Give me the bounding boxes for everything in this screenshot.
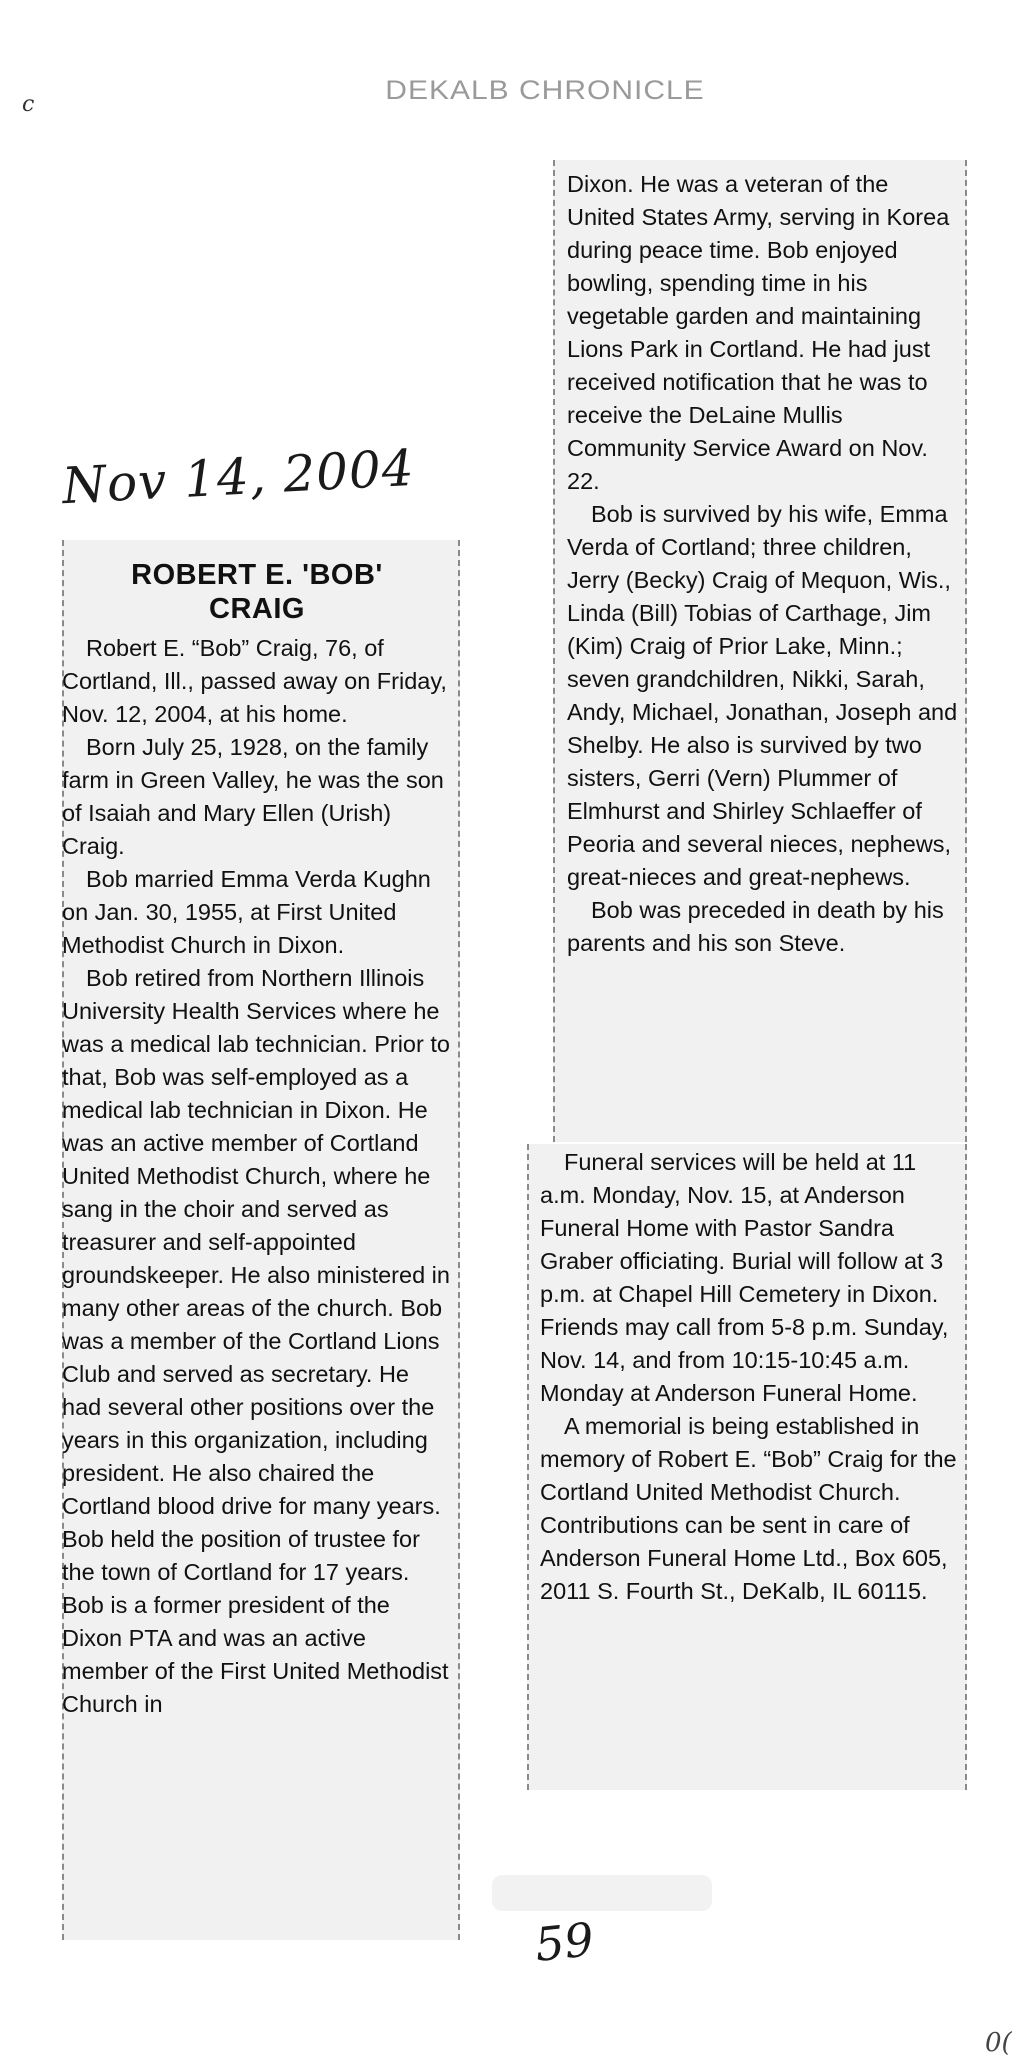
masthead: DEKALB CHRONICLE (385, 75, 705, 106)
handwritten-date: Nov 14, 2004 (60, 438, 416, 516)
paragraph: Robert E. “Bob” Craig, 76, of Cortland, Ill., passed away on Friday, Nov. 12, 2004, at his home. (62, 635, 447, 727)
obituary-left-column (62, 559, 452, 1721)
headline-line-1: ROBERT E. 'BOB' (131, 559, 383, 591)
paragraph: Bob is survived by his wife, Emma Verda of Cortland; three children, Jerry (Becky) Craig of Mequon, Wis., Linda (Bill) Tobias of Carthage, Jim (Kim) Craig of Prior Lake, Minn.; seven grandchildren, Nikki, Sarah, Andy, Michael, Jonathan, Joseph and Shelby. He also is survived by two sisters, Gerri (Vern) Plummer of Elmhurst and Shirley Schlaeffer of Peoria and several nieces, nephews, great-nieces and great-nephews. (567, 501, 958, 890)
faded-stamp (492, 1875, 712, 1911)
headline-line-2: CRAIG (209, 593, 305, 625)
handwritten-page-number: 59 (532, 1912, 597, 1972)
paragraph: Funeral services will be held at 11 a.m. Monday, Nov. 15, at Anderson Funeral Home with Pastor Sandra Graber officiating. Burial will follow at 3 p.m. at Chapel Hill Cemetery in Dixon. Friends may call from 5-8 p.m. Sunday, Nov. 14, and from 10:15-10:45 a.m. Monday at Anderson Funeral Home. (540, 1149, 949, 1406)
obituary-headline (62, 558, 452, 626)
paragraph: Bob married Emma Verda Kughn on Jan. 30, 1955, at First United Methodist Church in Dixon. (62, 866, 431, 958)
obituary-right-column-bottom (540, 1146, 960, 1608)
paragraph: Born July 25, 1928, on the family farm in Green Valley, he was the son of Isaiah and Mary Ellen (Urish) Craig. (62, 734, 444, 859)
paragraph: Bob was preceded in death by his parents and his son Steve. (567, 897, 944, 956)
paragraph: Bob retired from Northern Illinois University Health Services where he was a medical lab technician. Prior to that, Bob was self-employed as a medical lab technician in Dixon. He was an active member of Cortland United Methodist Church, where he sang in the choir and served as treasurer and self-appointed groundskeeper. He also ministered in many other areas of the church. Bob was a member of the Cortland Lions Club and served as secretary. He had several other positions over the years in this organization, including president. He also chaired the Cortland blood drive for many years. Bob held the position of trustee for the town of Cortland for 17 years. Bob is a former president of the Dixon PTA and was an active member of the First United Methodist Church in (62, 965, 450, 1717)
paragraph: Dixon. He was a veteran of the United States Army, serving in Korea during peace time. Bob enjoyed bowling, spending time in his vegetable garden and maintaining Lions Park in Cortland. He had just received notification that he was to receive the DeLaine Mullis Community Service Award on Nov. 22. (567, 171, 950, 494)
paragraph: A memorial is being established in memory of Robert E. “Bob” Craig for the Cortland United Methodist Church. Contributions can be sent in care of Anderson Funeral Home Ltd., Box 605, 2011 S. Fourth St., DeKalb, IL 60115. (540, 1413, 957, 1604)
corner-mark-bottom: 0( (985, 2028, 1012, 2058)
corner-mark-top: c (22, 92, 35, 117)
obituary-right-column-top (567, 168, 959, 960)
